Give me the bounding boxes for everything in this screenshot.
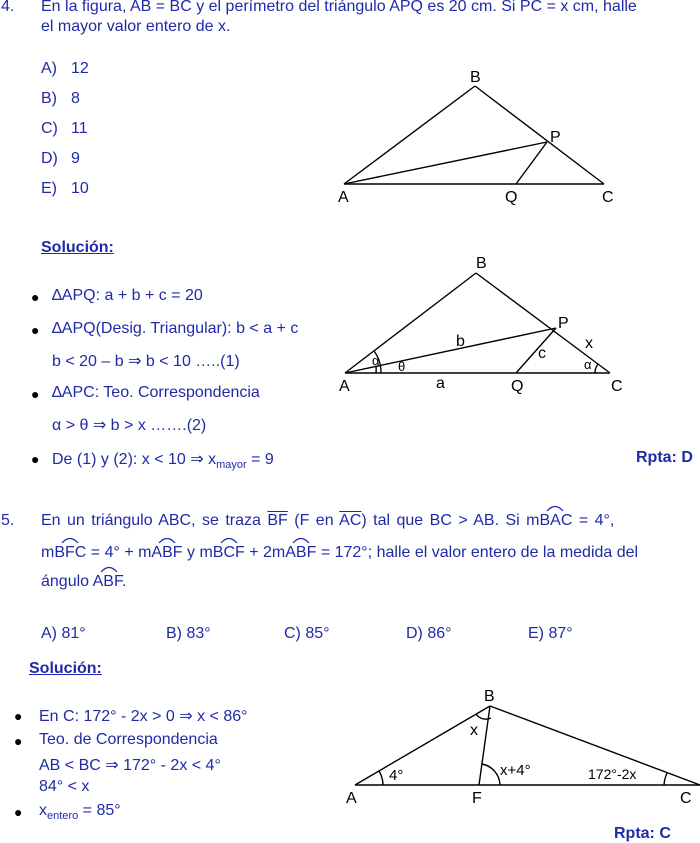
fig2-label-x-side: x [585,335,593,352]
bullet-dot: ● [31,451,40,467]
answer-4: Rpta: D [636,449,693,466]
option-value: 11 [71,120,88,137]
step-4-2: ∆APQ(Desig. Triangular): b < a + c [52,320,299,337]
step-5-4: 84° < x [39,778,90,795]
fig3-label-angle-bfc: x+4° [500,762,531,779]
bullet-dot: ● [31,289,40,305]
option-letter: E) [41,180,57,197]
problem-5-number: 5. [1,512,15,529]
text: C = 4°, [560,512,615,529]
text: ) tal que BC > AB. Si mB [361,512,551,529]
fig1-label-b: B [470,69,481,86]
option-letter: C) [284,625,301,642]
option-value: 9 [71,150,80,167]
option-value: 83° [186,625,211,642]
option-letter: D) [406,625,423,642]
problem-4-number: 4. [1,0,15,15]
step-4-6-sub: mayor [216,459,247,472]
step-5-3: AB < BC ⇒ 172° - 2x < 4° [39,757,221,774]
option-letter: B) [166,625,182,642]
fig2-label-c-side: c [538,345,546,362]
fig2-label-alpha-c: α [584,357,592,372]
fig2-label-a-side: a [436,375,445,392]
bullet-dot: ● [31,322,40,338]
text: (F en [287,512,340,529]
step-5-1: En C: 172° - 2x > 0 ⇒ x < 86° [39,708,248,725]
step-5-2: Teo. de Correspondencia [39,731,218,748]
option-letter: E) [528,625,544,642]
solution-title-5: Solución: [29,660,102,677]
step-4-3: b < 20 – b ⇒ b < 10 …..(1) [52,353,240,370]
arc-letter-text: A [550,512,561,529]
text: mB [41,544,65,561]
fig2-label-a: A [339,378,350,395]
text: F. [113,573,127,590]
fig3-label-b: B [484,688,495,705]
arc-letter-text: B [295,544,307,561]
step-4-6-text: De (1) y (2): x < 10 ⇒ x [52,451,217,468]
fig3-label-angle-a: 4° [389,767,404,784]
fig3-label-f: F [472,790,482,807]
fig1-label-q: Q [505,189,518,206]
text: F y mB [172,544,224,561]
arc-letter-text: F [65,544,75,561]
arc-letter-text: C [223,544,236,561]
bullet-dot: ● [14,708,23,724]
fig1-label-c: C [602,189,614,206]
text: En un triángulo ABC, se traza [41,512,268,529]
option-value: 81° [61,625,86,642]
fig2-label-c: C [611,378,623,395]
option-value: 87° [548,625,573,642]
text: F + 2mA [235,544,296,561]
arc-letter-text: B [162,544,173,561]
option-letter: A) [41,625,57,642]
segment-bf: $\overline{BF}$ [267,512,288,529]
text: C = 4° + mA [74,544,163,561]
option-letter: D) [41,150,58,167]
option-letter: C) [41,120,58,137]
step-5-5-end: = 85° [78,802,121,819]
option-value: 86° [427,625,452,642]
problem-4-statement-line1: En la figura, AB = BC y el perímetro del triángulo APQ es 20 cm. Si PC = x cm, halle [41,0,637,15]
bullet-dot: ● [31,386,40,402]
fig2-label-b-side: b [456,333,465,350]
solution-title-4: Solución: [41,239,114,256]
text: F = 172°; halle el valor entero de la medida del [306,544,639,561]
step-4-4: ∆APC: Teo. Correspondencia [52,384,260,401]
arc-letter-text: B [103,573,114,590]
fig3-label-a: A [346,790,357,807]
step-4-6-end: = 9 [246,451,274,468]
fig3-label-x: x [470,722,478,739]
option-letter: B) [41,90,57,107]
fig3-label-c: C [680,790,692,807]
option-value: 8 [71,90,80,107]
step-5-5-sub: entero [47,810,79,823]
fig2-label-q: Q [511,378,524,395]
option-value: 85° [305,625,330,642]
option-value: 12 [71,60,89,77]
step-5-5-text: x [39,802,47,819]
fig3-label-angle-c: 172°-2x [588,766,637,782]
fig1-label-p: P [550,129,561,146]
fig1-label-a: A [338,189,349,206]
text: ángulo A [41,573,104,590]
segment-ac: $\overline{AC}$ [339,512,362,529]
bullet-dot: ● [14,804,23,820]
option-letter: A) [41,60,57,77]
fig2-label-p: P [558,315,569,332]
fig2-label-alpha-a: α [372,353,380,368]
answer-5: Rpta: C [614,825,671,842]
step-4-1: ∆APQ: a + b + c = 20 [52,287,203,304]
option-value: 10 [71,180,89,197]
fig2-label-b: B [476,255,487,272]
bullet-dot: ● [14,733,23,749]
problem-4-statement-line2: el mayor valor entero de x. [41,18,231,35]
step-4-5: α > θ ⇒ b > x …….(2) [52,417,207,434]
fig2-label-theta: θ [398,359,406,374]
